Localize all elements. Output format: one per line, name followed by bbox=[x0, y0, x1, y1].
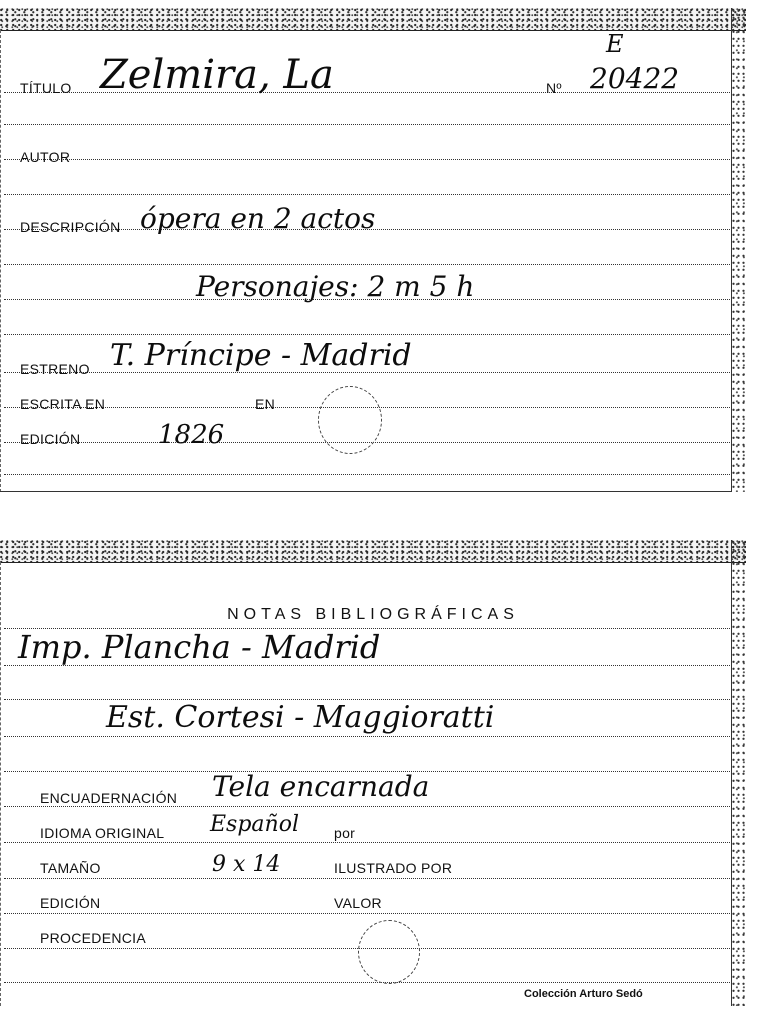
rule-line bbox=[4, 982, 732, 983]
label-escrita-en: ESCRITA EN bbox=[20, 396, 106, 412]
handwritten-imprenta: Imp. Plancha - Madrid bbox=[18, 628, 381, 666]
rule-line bbox=[4, 474, 732, 475]
rule-line bbox=[4, 264, 732, 265]
handwritten-titulo: Zelmira, La bbox=[100, 52, 334, 98]
corner-mark: E bbox=[606, 30, 624, 58]
catalog-card-notes bbox=[0, 540, 746, 1006]
card-bottom-border bbox=[0, 491, 732, 492]
handwritten-encuadernacion: Tela encarnada bbox=[212, 770, 430, 803]
label-estreno: ESTRENO bbox=[20, 361, 90, 377]
label-edicion: EDICIÓN bbox=[40, 895, 101, 911]
stamp-circle bbox=[318, 386, 382, 454]
label-encuadernacion: ENCUADERNACIÓN bbox=[40, 790, 178, 806]
card-right-edge bbox=[731, 8, 746, 492]
label-valor: VALOR bbox=[334, 895, 382, 911]
rule-line bbox=[4, 194, 732, 195]
handwritten-estreno: T. Príncipe - Madrid bbox=[110, 338, 412, 373]
label-idioma-original: IDIOMA ORIGINAL bbox=[40, 825, 165, 841]
card-torn-edge bbox=[0, 8, 746, 31]
label-en: EN bbox=[255, 396, 276, 412]
handwritten-edicion: 1826 bbox=[158, 420, 225, 450]
card-torn-edge bbox=[0, 540, 746, 563]
rule-line bbox=[4, 736, 732, 737]
rule-line bbox=[4, 842, 732, 843]
handwritten-descripcion-2: Personajes: 2 m 5 h bbox=[196, 270, 475, 303]
label-por: por bbox=[334, 825, 356, 841]
label-edicion: EDICIÓN bbox=[20, 431, 81, 447]
rule-line bbox=[4, 913, 732, 914]
card-left-edge bbox=[0, 30, 5, 492]
rule-line bbox=[4, 334, 732, 335]
handwritten-idioma: Español bbox=[210, 812, 299, 837]
stamp-circle bbox=[358, 920, 420, 984]
label-descripcion: DESCRIPCIÓN bbox=[20, 219, 121, 235]
handwritten-descripcion-1: ópera en 2 actos bbox=[140, 202, 376, 235]
rule-line bbox=[4, 124, 732, 125]
label-numero: Nº bbox=[546, 80, 562, 96]
notes-heading: NOTAS BIBLIOGRÁFICAS bbox=[227, 606, 519, 623]
rule-line bbox=[4, 159, 732, 160]
rule-line bbox=[4, 806, 732, 807]
label-titulo: TÍTULO bbox=[20, 80, 72, 96]
label-procedencia: PROCEDENCIA bbox=[40, 930, 146, 946]
catalog-card-main bbox=[0, 8, 746, 492]
label-autor: AUTOR bbox=[20, 149, 71, 165]
handwritten-establecimiento: Est. Cortesi - Maggioratti bbox=[106, 700, 495, 735]
handwritten-numero: 20422 bbox=[590, 62, 680, 95]
collection-credit: Colección Arturo Sedó bbox=[524, 988, 643, 1000]
handwritten-tamano: 9 x 14 bbox=[212, 852, 281, 877]
rule-line bbox=[4, 878, 732, 879]
label-tamano: TAMAÑO bbox=[40, 860, 101, 876]
label-ilustrado-por: ILUSTRADO POR bbox=[334, 860, 453, 876]
